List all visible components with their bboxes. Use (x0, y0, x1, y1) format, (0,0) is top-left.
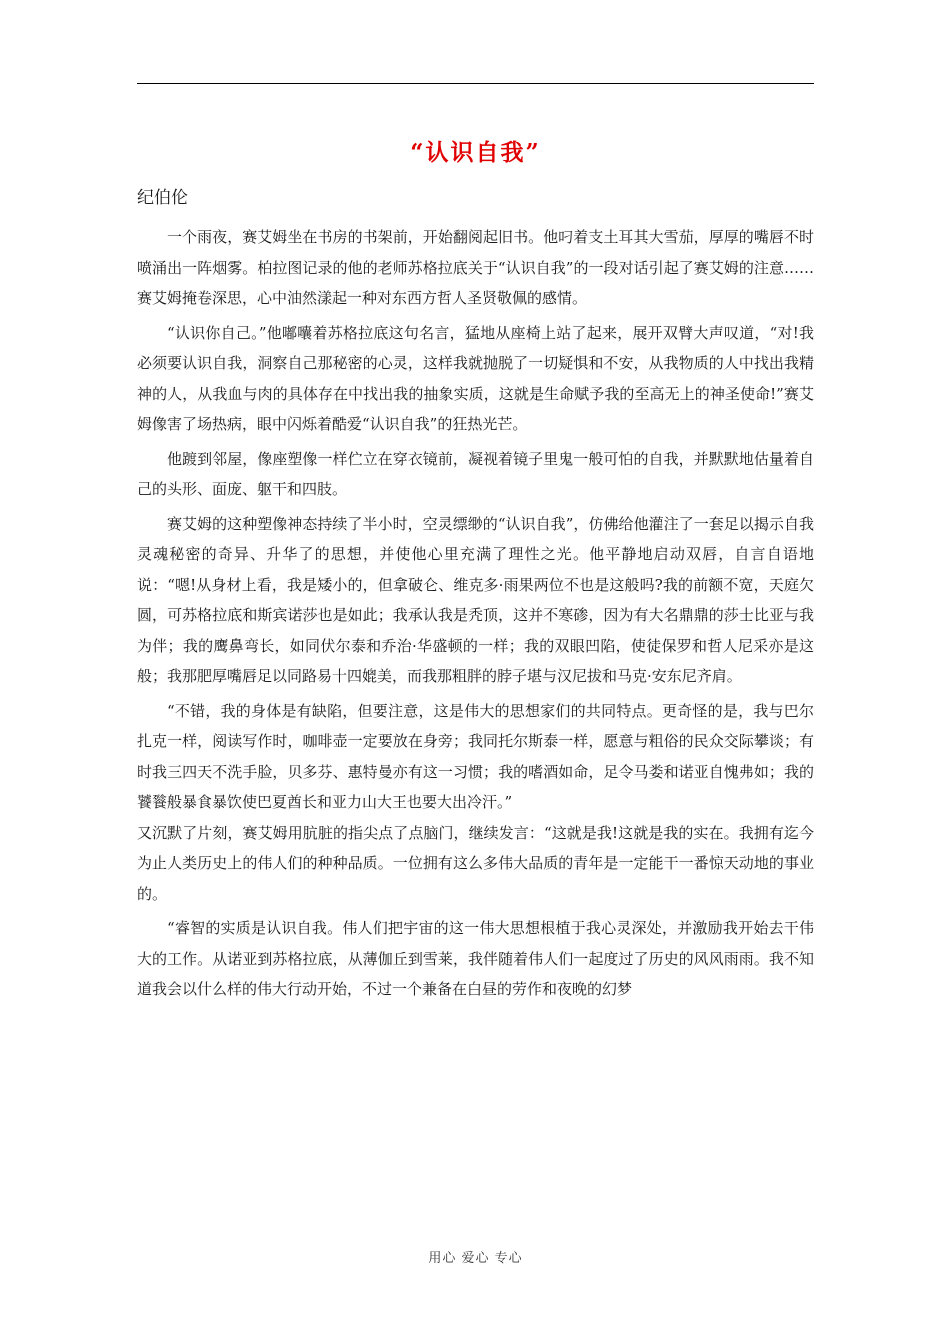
paragraph-4: 赛艾姆的这种塑像神态持续了半小时，空灵缥缈的“认识自我”，仿佛给他灌注了一套足以揭示自我灵魂秘密的奇异、升华了的思想，并使他心里充满了理性之光。他平静地启动双唇，自言自语地说：“嗯!从身材上看，我是矮小的，但拿破仑、维克多·雨果两位不也是这般吗?我的前额不宽，天庭欠圆，可苏格拉底和斯宾诺莎也是如此；我承认我是秃顶，这并不寒碜，因为有大名鼎鼎的莎士比亚与我为伴；我的鹰鼻弯长，如同伏尔泰和乔治·华盛顿的一样；我的双眼凹陷，使徒保罗和哲人尼采亦是这般；我那肥厚嘴唇足以同路易十四媲美，而我那粗胖的脖子堪与汉尼拔和马克·安东尼齐肩。 (137, 514, 814, 685)
paragraph-3: 他踱到邻屋，像座塑像一样伫立在穿衣镜前，凝视着镜子里鬼一般可怕的自我，并默默地估量着自己的头形、面庞、躯干和四肢。 (137, 449, 814, 498)
article-body (137, 222, 814, 1005)
paragraph-5: “不错，我的身体是有缺陷，但要注意，这是伟大的思想家们的共同特点。更奇怪的是，我与巴尔扎克一样，阅读写作时，咖啡壶一定要放在身旁；我同托尔斯泰一样，愿意与粗俗的民众交际攀谈；有时我三四天不洗手脸，贝多芬、惠特曼亦有这一习惯；我的嗜酒如命，足令马娄和诺亚自愧弗如；我的饕餮般暴食暴饮使巴夏酋长和亚力山大王也要大出冷汗。” (137, 701, 814, 811)
author-name: 纪伯伦 (137, 188, 188, 208)
paragraph-7: “睿智的实质是认识自我。伟人们把宇宙的这一伟大思想根植于我心灵深处，并激励我开始去干伟大的工作。从诺亚到苏格拉底，从薄伽丘到雪莱，我伴随着伟人们一起度过了历史的风风雨雨。我不知道我会以什么样的伟大行动开始，不过一个兼备在白昼的劳作和夜晚的幻梦 (137, 919, 814, 998)
document-title: “认识自我” (410, 139, 541, 166)
paragraph-1: 一个雨夜，赛艾姆坐在书房的书架前，开始翻阅起旧书。他叼着支土耳其大雪茄，厚厚的嘴唇不时喷涌出一阵烟雾。柏拉图记录的他的老师苏格拉底关于“认识自我”的一段对话引起了赛艾姆的注意……赛艾姆掩卷深思，心中油然漾起一种对东西方哲人圣贤敬佩的感情。 (137, 228, 814, 307)
paragraph-6: 又沉默了片刻，赛艾姆用肮脏的指尖点了点脑门，继续发言：“这就是我!这就是我的实在。我拥有迄今为止人类历史上的伟人们的种种品质。一位拥有这么多伟大品质的青年是一定能干一番惊天动地的事业的。 (137, 823, 814, 903)
paragraph-2: “认识你自己。”他嘟囔着苏格拉底这句名言，猛地从座椅上站了起来，展开双臂大声叹道，“对!我必须要认识自我，洞察自己那秘密的心灵，这样我就抛脱了一切疑惧和不安，从我物质的人中找出我精神的人，从我血与肉的具体存在中找出我的抽象实质，这就是生命赋予我的至高无上的神圣使命!”赛艾姆像害了场热病，眼中闪烁着酷爱“认识自我”的狂热光芒。 (137, 323, 814, 433)
header-rule (137, 83, 814, 84)
page-footer: 用心 爱心 专心 (428, 1251, 523, 1266)
